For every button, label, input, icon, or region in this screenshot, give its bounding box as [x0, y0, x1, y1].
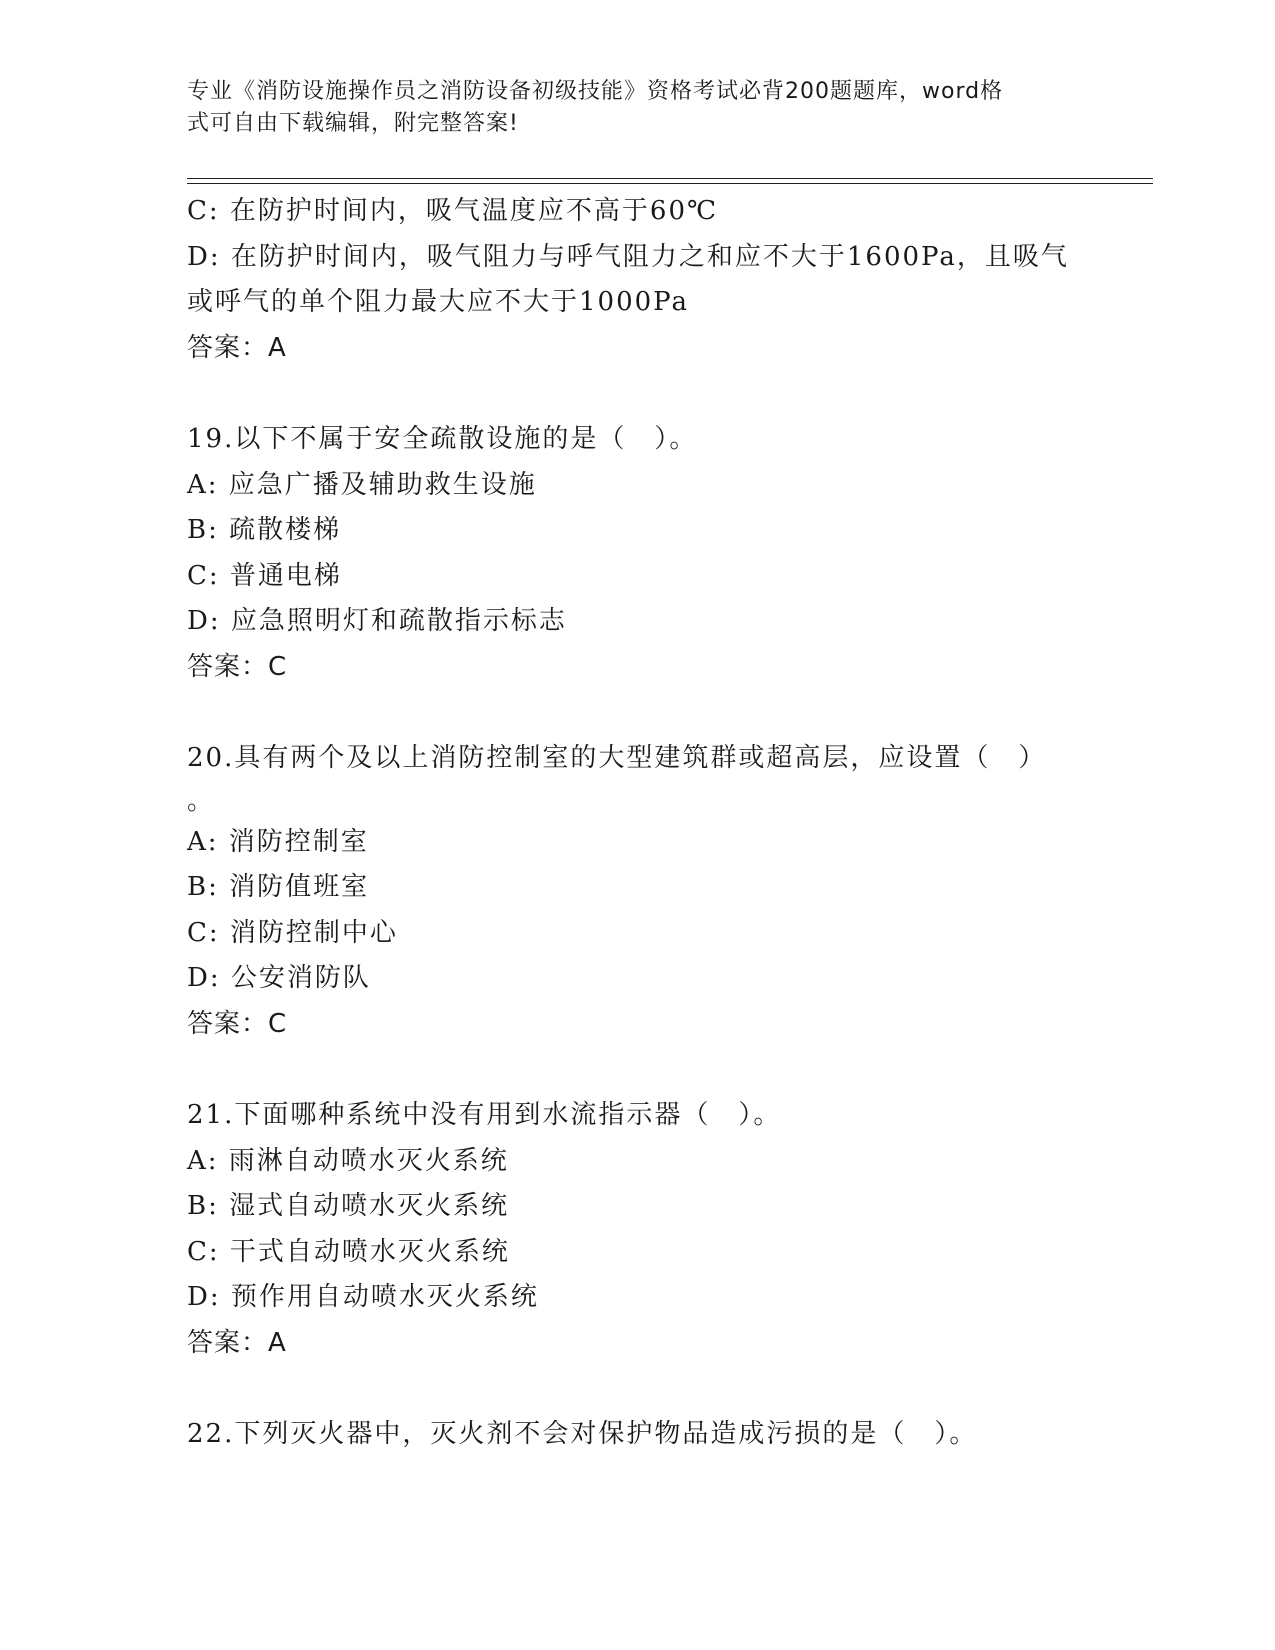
option-c: C: 普通电梯 [187, 560, 342, 591]
option-c: C: 干式自动喷水灭火系统 [187, 1236, 510, 1267]
option-d: D: 公安消防队 [187, 963, 371, 993]
spacer [187, 690, 1087, 736]
question-20 [187, 736, 1087, 1047]
option-d: D: 应急照明灯和疏散指示标志 [187, 606, 567, 636]
option-b: B: 疏散楼梯 [187, 515, 342, 545]
spacer [187, 1366, 1087, 1412]
question-19 [187, 417, 1087, 690]
question-18 [187, 189, 1087, 371]
option-a: A: 雨淋自动喷水灭火系统 [187, 1145, 509, 1176]
answer: 答案：A [187, 332, 287, 363]
option-c: C: 在防护时间内，吸气温度应不高于60℃ [187, 196, 719, 226]
question-text: 19.以下不属于安全疏散设施的是（ ）。 [187, 424, 698, 454]
header-line-1: 专业《消防设施操作员之消防设备初级技能》资格考试必背200题题库，word格 [187, 79, 1004, 104]
header-line-2: 式可自由下载编辑，附完整答案! [187, 111, 519, 136]
option-b: B: 消防值班室 [187, 872, 370, 902]
question-21 [187, 1093, 1087, 1366]
option-c: C: 消防控制中心 [187, 917, 398, 948]
option-d: D: 在防护时间内，吸气阻力与呼气阻力之和应不大于1600Pa，且吸气 [187, 241, 1069, 272]
answer: 答案：C [187, 1008, 288, 1039]
option-d: D: 预作用自动喷水灭火系统 [187, 1282, 539, 1312]
option-b: B: 湿式自动喷水灭火系统 [187, 1191, 510, 1221]
document-header [187, 76, 1067, 140]
option-a: A: 消防控制室 [187, 826, 369, 857]
option-a: A: 应急广播及辅助救生设施 [187, 469, 537, 500]
question-text-continued: 。 [187, 785, 216, 816]
header-rule-bottom [187, 183, 1153, 184]
question-22 [187, 1412, 1087, 1458]
option-d-continued: 或呼气的单个阻力最大应不大于1000Pa [187, 287, 689, 317]
question-text: 21.下面哪种系统中没有用到水流指示器（ ）。 [187, 1100, 782, 1130]
spacer [187, 371, 1087, 417]
header-rule-top [187, 178, 1153, 179]
question-text: 22.下列灭火器中，灭火剂不会对保护物品造成污损的是（ ）。 [187, 1419, 978, 1449]
answer: 答案：A [187, 1327, 287, 1358]
question-list [187, 189, 1087, 1458]
spacer [187, 1047, 1087, 1093]
answer: 答案：C [187, 651, 288, 682]
question-text: 20.具有两个及以上消防控制室的大型建筑群或超高层，应设置（ ） [187, 743, 1047, 773]
